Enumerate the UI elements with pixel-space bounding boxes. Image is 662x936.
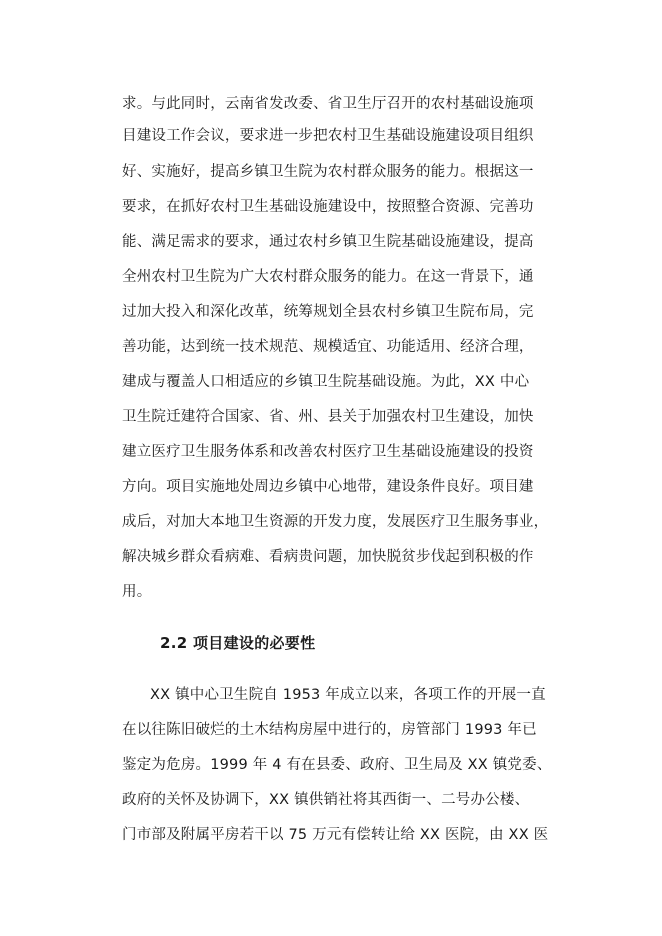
text-line: 全州农村卫生院为广大农村群众服务的能力。在这一背景下，通 bbox=[122, 269, 534, 285]
text-line: 求。与此同时，云南省发改委、省卫生厅召开的农村基础设施项 bbox=[122, 96, 534, 112]
text-line: 方向。项目实施地处周边乡镇中心地带，建设条件良好。项目建 bbox=[122, 479, 534, 495]
text-line: 能、满足需求的要求，通过农村乡镇卫生院基础设施建设，提高 bbox=[122, 234, 534, 250]
text-line: 解决城乡群众看病难、看病贵问题，加快脱贫步伐起到积极的作 bbox=[122, 549, 534, 565]
text-line: 要求，在抓好农村卫生基础设施建设中，按照整合资源、完善功 bbox=[122, 199, 534, 215]
text-line: XX 镇中心卫生院自 1953 年成立以来，各项工作的开展一直 bbox=[150, 687, 546, 703]
text-line: 建成与覆盖人口相适应的乡镇卫生院基础设施。为此，XX 中心 bbox=[122, 374, 530, 390]
text-line: 在以往陈旧破烂的土木结构房屋中进行的，房管部门 1993 年已 bbox=[122, 722, 537, 738]
text-line: 建立医疗卫生服务体系和改善农村医疗卫生基础设施建设的投资 bbox=[122, 444, 534, 460]
text-line: 用。 bbox=[122, 584, 152, 600]
text-line: 过加大投入和深化改革，统筹规划全县农村乡镇卫生院布局，完 bbox=[122, 304, 534, 320]
text-line: 门市部及附属平房若干以 75 万元有偿转让给 XX 医院，由 XX 医 bbox=[122, 827, 549, 843]
section-heading: 2.2 项目建设的必要性 bbox=[160, 634, 316, 652]
text-line: 鉴定为危房。1999 年 4 有在县委、政府、卫生局及 XX 镇党委、 bbox=[122, 757, 552, 773]
text-line: 卫生院迁建符合国家、省、州、县关于加强农村卫生建设，加快 bbox=[122, 409, 534, 425]
text-line: 好、实施好，提高乡镇卫生院为农村群众服务的能力。根据这一 bbox=[122, 164, 534, 180]
text-line: 目建设工作会议，要求进一步把农村卫生基础设施建设项目组织 bbox=[122, 128, 534, 144]
text-line: 政府的关怀及协调下，XX 镇供销社将其西街一、二号办公楼、 bbox=[122, 792, 530, 808]
text-line: 善功能，达到统一技术规范、规模适宜、功能适用、经济合理， bbox=[122, 339, 534, 355]
text-line: 成后，对加大本地卫生资源的开发力度，发展医疗卫生服务事业， bbox=[122, 514, 549, 530]
